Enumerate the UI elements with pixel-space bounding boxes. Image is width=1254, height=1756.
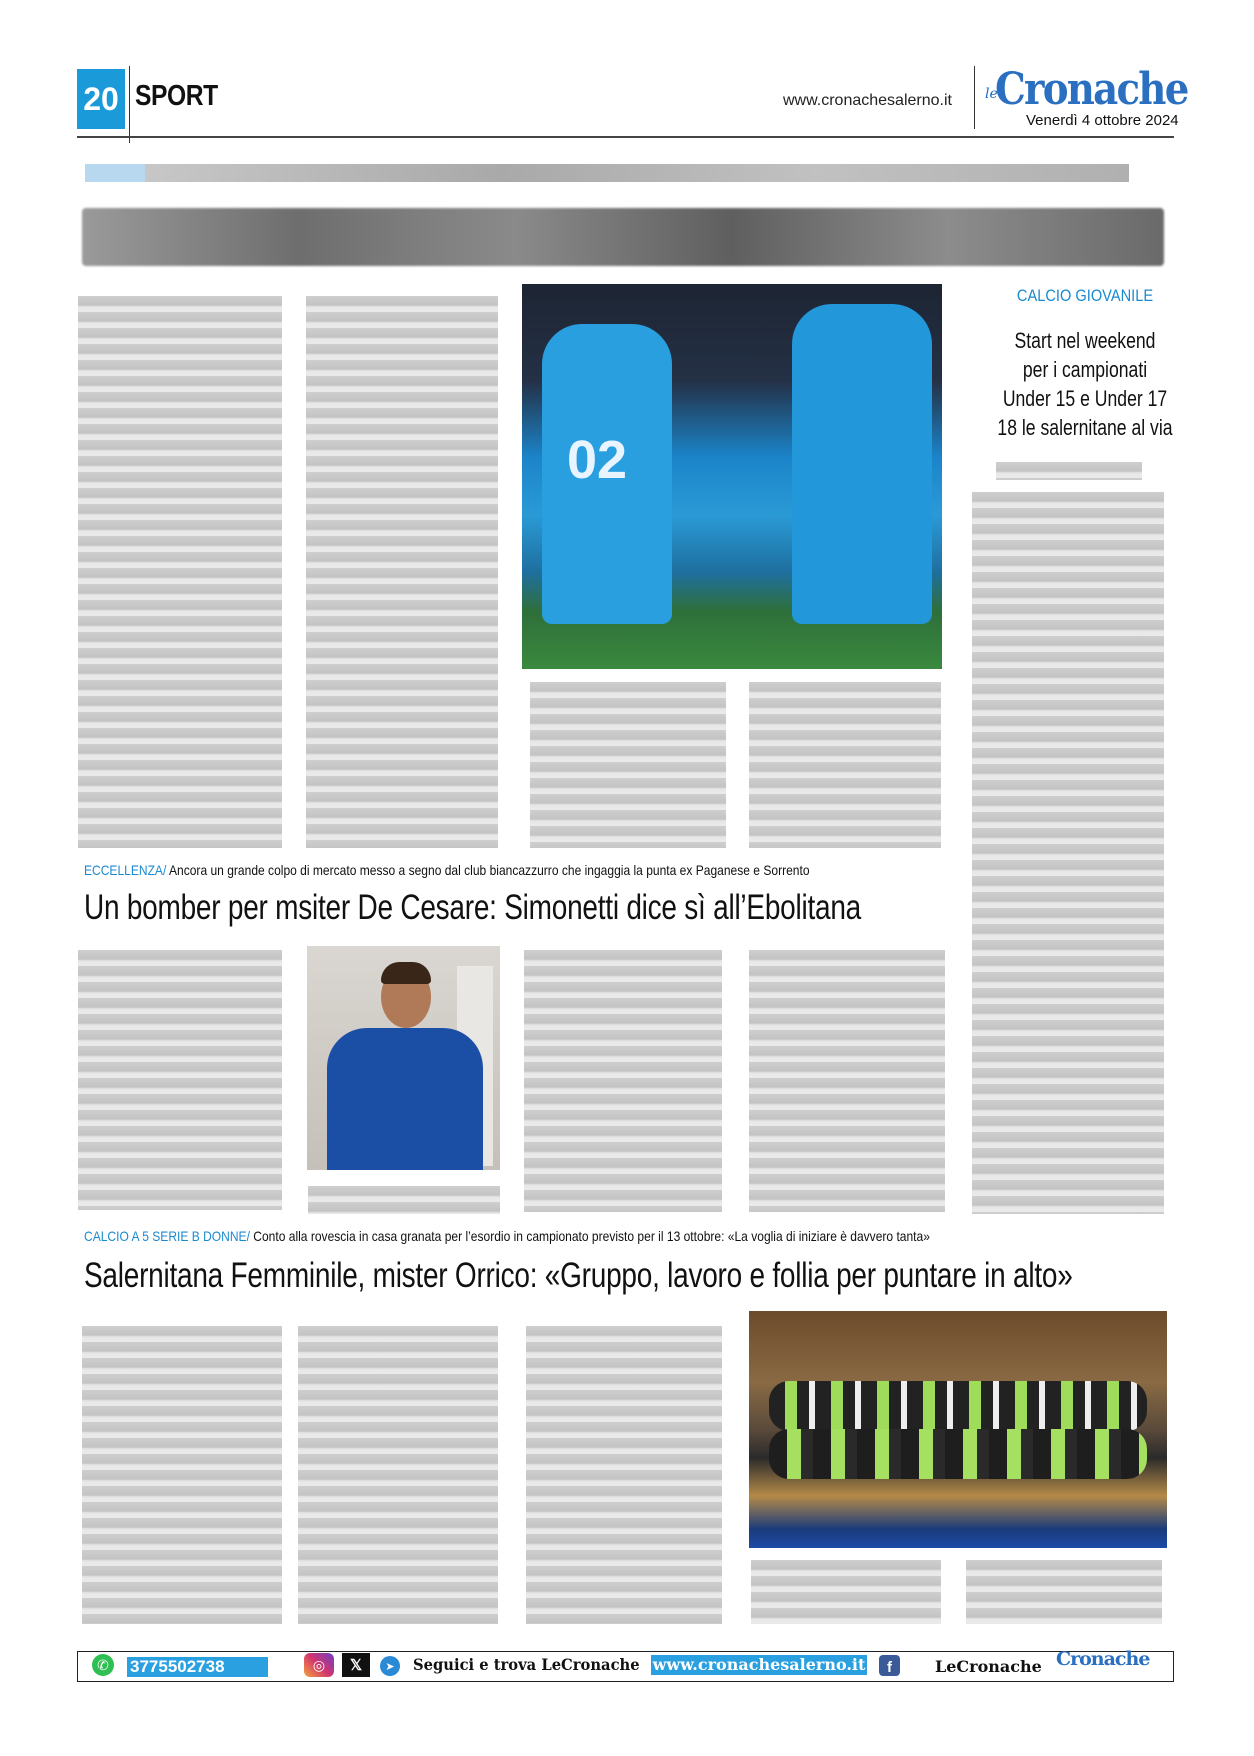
blurred-column (78, 950, 282, 1210)
footer-phone[interactable]: 3775502738 (127, 1657, 268, 1677)
blurred-column (749, 950, 945, 1212)
page-number: 20 (77, 69, 125, 129)
logo-prefix: le (985, 86, 998, 102)
section-title: SPORT (135, 80, 218, 112)
header-website-link[interactable]: www.cronachesalerno.it (783, 92, 952, 109)
whatsapp-icon[interactable]: ✆ (92, 1654, 114, 1676)
photo-salernitana-femminile-team (749, 1311, 1167, 1548)
footer-website-link[interactable]: www.cronachesalerno.it (652, 1655, 866, 1674)
telegram-icon[interactable]: ➤ (380, 1656, 400, 1676)
blurred-caption (308, 1186, 500, 1214)
x-icon[interactable]: 𝕏 (342, 1653, 370, 1677)
blurred-column (298, 1326, 498, 1624)
photo-napoli-players: 02 (522, 284, 942, 669)
footer-logo[interactable]: Cronache (1056, 1648, 1150, 1670)
eccellenza-headline: Un bomber per msiter De Cesare: Simonetti dice sì all’Ebolitana (84, 888, 862, 927)
blurred-column (966, 1560, 1162, 1624)
blurred-column (82, 1326, 282, 1624)
newspaper-logo[interactable]: Cronache (995, 64, 1188, 115)
header-rule (77, 136, 1174, 138)
sidebar-kicker: CALCIO GIOVANILE (1016, 286, 1154, 305)
blurred-column (972, 492, 1164, 1214)
femminile-kicker: CALCIO A 5 SERIE B DONNE/ Conto alla rovescia in casa granata per l’esordio in campionato previsto per il 13 ottobre: «La voglia di iniziare è davvero tanta» (84, 1228, 930, 1244)
blurred-column (530, 682, 726, 848)
header-divider-left (129, 66, 130, 143)
sidebar-headline: Start nel weekend per i campionati Under 15 e Under 17 18 le salernitane al via (997, 328, 1173, 440)
blurred-column (524, 950, 722, 1212)
blurred-column (526, 1326, 722, 1624)
eccellenza-kicker: ECCELLENZA/ Ancora un grande colpo di mercato messo a segno dal club biancazzurro che ingaggia la punta ex Paganese e Sorrento (84, 862, 810, 878)
issue-date: Venerdì 4 ottobre 2024 (1026, 112, 1179, 129)
facebook-icon[interactable]: f (879, 1655, 900, 1676)
blurred-column (306, 296, 498, 848)
blurred-subtitle (85, 164, 1129, 182)
header-divider-right (974, 66, 975, 129)
instagram-icon[interactable]: ◎ (304, 1653, 334, 1677)
blurred-column (749, 682, 941, 848)
photo-simonetti (307, 946, 500, 1170)
footer-brand: LeCronache (935, 1657, 1042, 1676)
blurred-column (751, 1560, 941, 1624)
femminile-headline: Salernitana Femminile, mister Orrico: «Gruppo, lavoro e follia per puntare in alto» (84, 1256, 1073, 1295)
blurred-byline (996, 462, 1142, 480)
footer-follow-text: Seguici e trova LeCronache (413, 1655, 640, 1674)
blurred-column (78, 296, 282, 848)
blurred-headline (82, 208, 1164, 266)
